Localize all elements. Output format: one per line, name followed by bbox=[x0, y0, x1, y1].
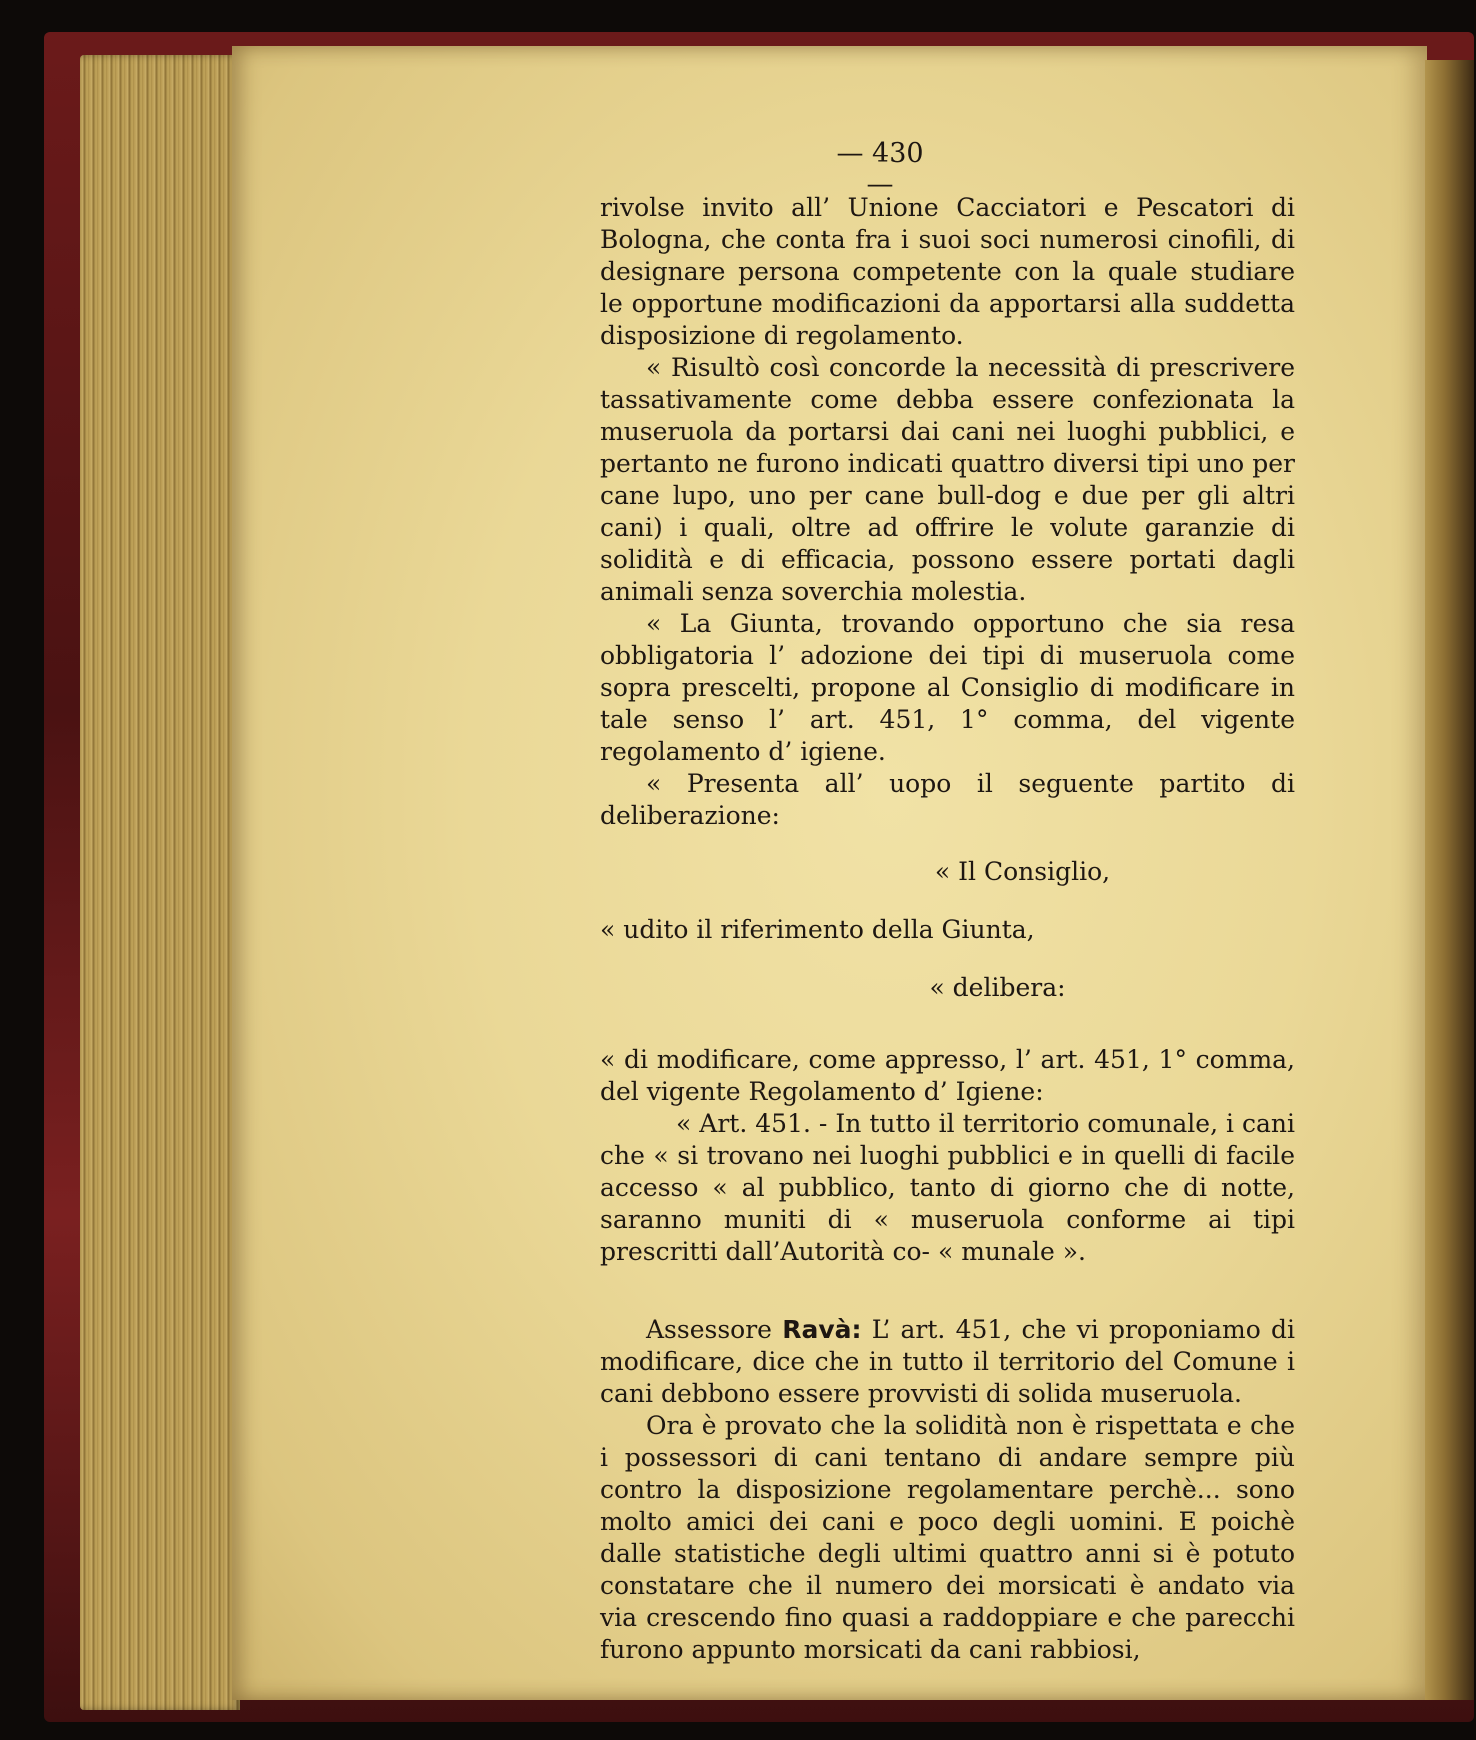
page-text bbox=[600, 192, 1295, 1666]
paragraph-2: « Risultò così concorde la necessità di prescrivere tassativamente come debba essere confezionata la museruola da portarsi dai cani nei luoghi pubblici, e pertanto ne furono indicati quattro diversi tipi uno per cane lupo, uno per cane bull-dog e due per gli altri cani) i quali, oltre ad offrire le volute garanzie di solidità e di efficacia, possono essere portati dagli animali senza soverchia molestia. bbox=[600, 353, 1295, 606]
deliberation-delibera: « delibera: bbox=[929, 973, 1066, 1002]
deliberation-heading: « Il Consiglio, bbox=[934, 857, 1111, 886]
speaker-role: Assessore bbox=[646, 1315, 772, 1344]
speech-paragraph bbox=[600, 1314, 1295, 1410]
paragraph-1: rivolse invito all’ Unione Cacciatori e Pescatori di Bologna, che conta fra i suoi soci numerosi cinofili, di designare persona competente con la quale studiare le opportune modificazioni da apportarsi alla suddetta disposizione di regolamento. bbox=[600, 193, 1295, 350]
facing-page-edge bbox=[1425, 60, 1474, 1700]
paragraph-3: « La Giunta, trovando opportuno che sia resa obbligatoria l’ adozione dei tipi di museruola come sopra prescelti, propone al Consiglio di modificare in tale senso l’ art. 451, 1° comma, del vigente regolamento d’ igiene. bbox=[600, 609, 1295, 766]
speech-text: L’ art. 451, che vi proponiamo di modificare, dice che in tutto il territorio del Comune i cani debbono essere provvisti di solida museruola. bbox=[600, 1315, 1295, 1408]
deliberation-udito: « udito il riferimento della Giunta, bbox=[600, 915, 1035, 944]
paragraph-4: « Presenta all’ uopo il seguente partito di deliberazione: bbox=[600, 769, 1295, 830]
speech-continuation: Ora è provato che la solidità non è rispettata e che i possessori di cani tentano di andare sempre più contro la disposizione regolamentare perchè... sono molto amici dei cani e poco degli uomini. E poichè dalle statistiche degli ultimi quattro anni si è potuto constatare che il numero dei morsicati è andato via via crescendo fino quasi a raddoppiare e che parecchi furono appunto morsicati da cani rabbiosi, bbox=[600, 1411, 1295, 1664]
deliberation-article: « Art. 451. - In tutto il territorio comunale, i cani che « si trovano nei luoghi pubblici e in quelli di facile accesso « al pubblico, tanto di giorno che di notte, saranno muniti di « museruola conforme ai tipi prescritti dall’Autorità co- « munale ». bbox=[600, 1109, 1295, 1266]
deliberation-modificare: « di modificare, come appresso, l’ art. 451, 1° comma, del vigente Regolamento d’ Igiene: bbox=[600, 1045, 1295, 1106]
page-stack-edge bbox=[80, 55, 240, 1710]
speaker-name: Ravà: bbox=[782, 1315, 862, 1344]
page-number: — 430 — bbox=[836, 138, 924, 200]
